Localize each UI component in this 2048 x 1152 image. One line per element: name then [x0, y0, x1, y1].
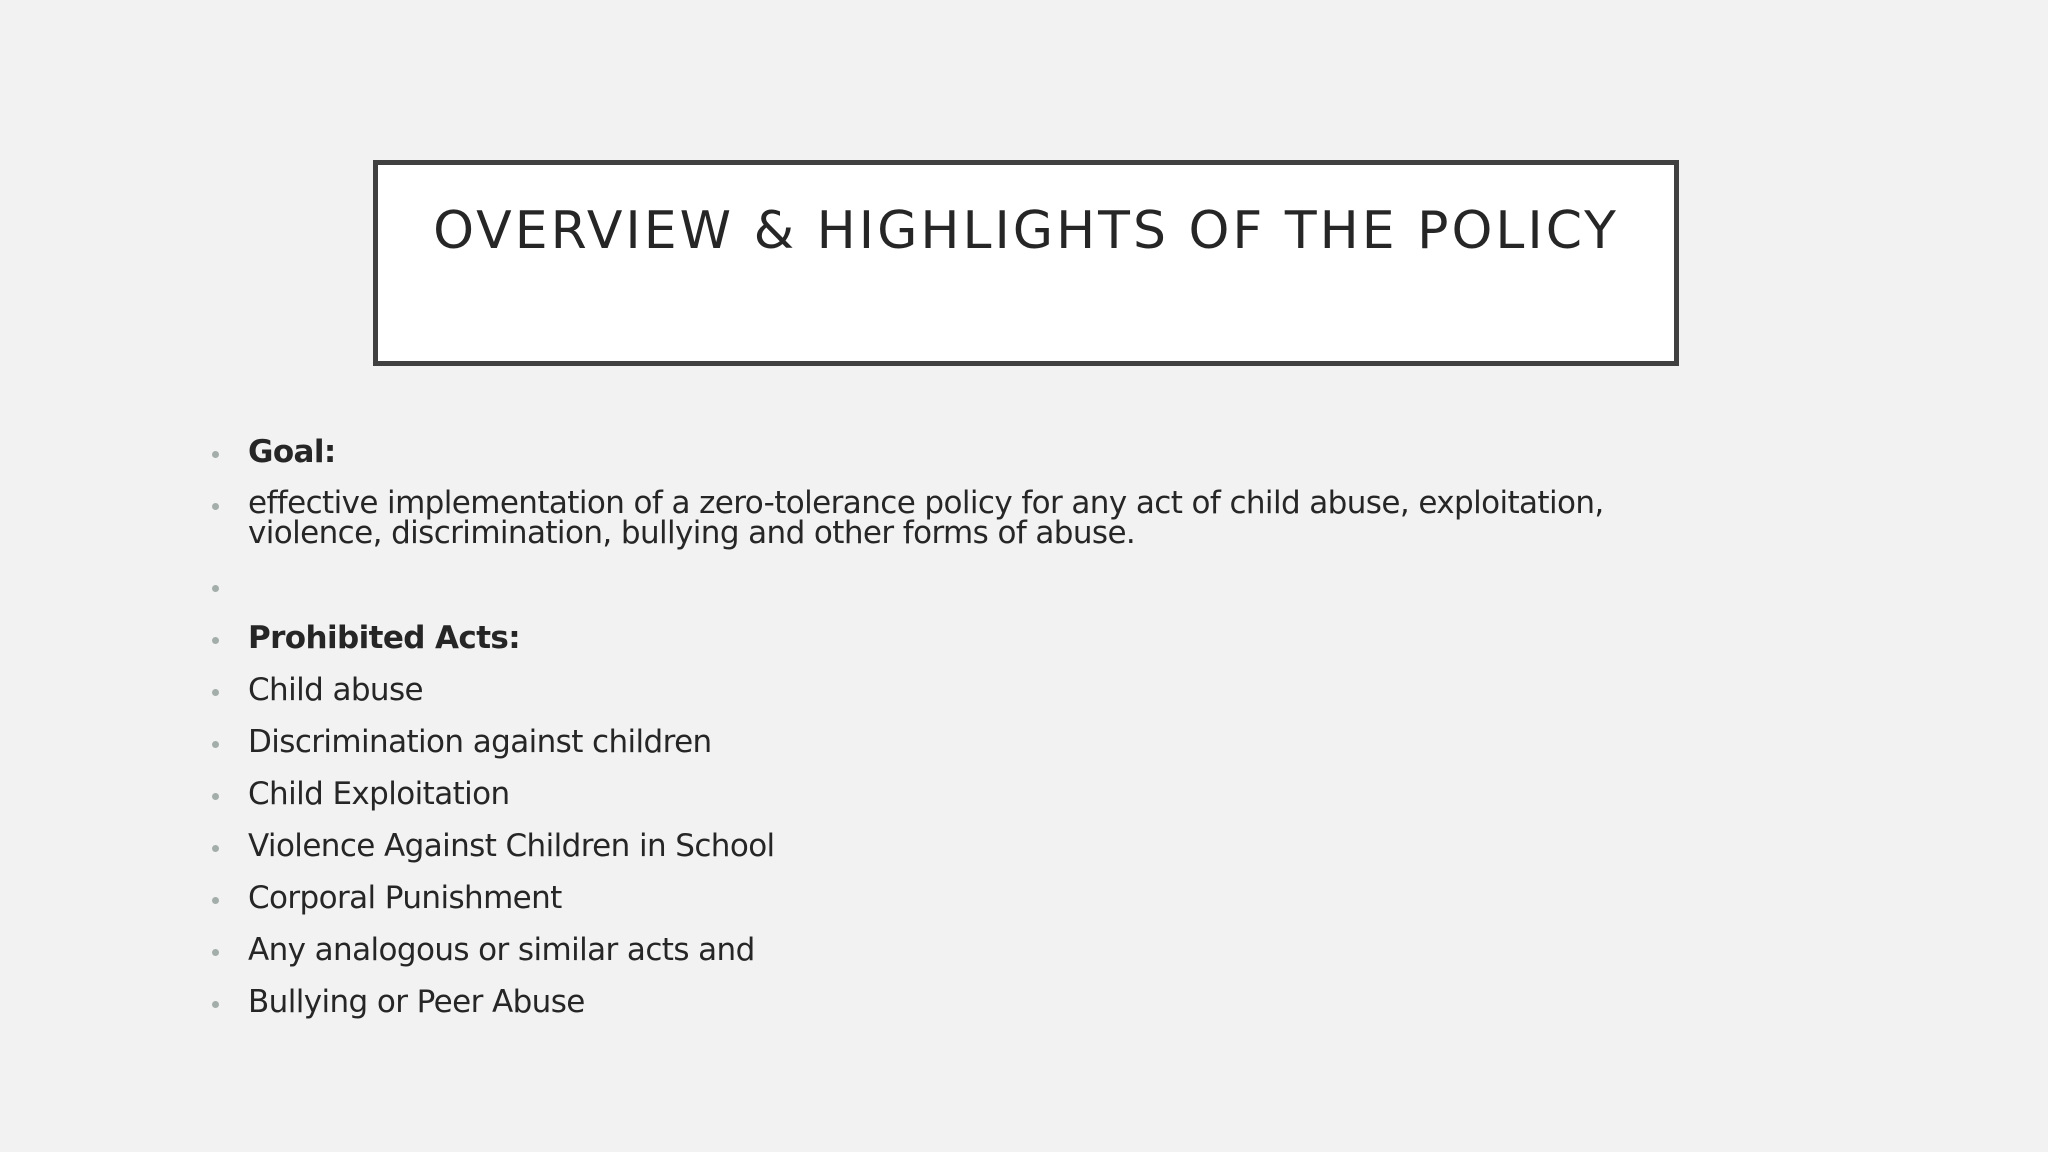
bullet-item-corporal-punishment [208, 882, 1708, 914]
bullet-item-violence [208, 830, 1708, 862]
bullet-item-bullying [208, 986, 1708, 1018]
bullet-item-prohibited-heading [208, 622, 1708, 654]
bullet-item-analogous-acts [208, 934, 1708, 966]
bullet-text: Prohibited Acts: [248, 620, 521, 656]
slide-title: OVERVIEW & HIGHLIGHTS OF THE POLICY [433, 201, 1619, 261]
bullet-dot-icon [212, 793, 219, 800]
bullet-item-child-abuse [208, 674, 1708, 706]
bullet-text: Corporal Punishment [248, 880, 562, 916]
bullet-item-goal-heading [208, 436, 1708, 468]
bullet-dot-icon [212, 451, 219, 458]
bullet-dot-icon [212, 949, 219, 956]
bullet-item-empty [208, 570, 1708, 602]
bullet-dot-icon [212, 897, 219, 904]
title-box [373, 160, 1679, 366]
bullet-dot-icon [212, 1001, 219, 1008]
bullet-text: Any analogous or similar acts and [248, 932, 755, 968]
bullet-text: Child abuse [248, 672, 423, 708]
bullet-item-exploitation [208, 778, 1708, 810]
bullet-item-discrimination [208, 726, 1708, 758]
bullet-dot-icon [212, 637, 219, 644]
bullet-dot-icon [212, 689, 219, 696]
bullet-list [208, 436, 1708, 1038]
bullet-text: Bullying or Peer Abuse [248, 984, 585, 1020]
bullet-text: Child Exploitation [248, 776, 510, 812]
bullet-text: effective implementation of a zero-tolerance policy for any act of child abuse, exploitation, violence, discrimination, bullying and other forms of abuse. [248, 485, 1604, 551]
bullet-text: Goal: [248, 434, 336, 470]
bullet-text: Violence Against Children in School [248, 828, 775, 864]
bullet-item-goal-description [208, 485, 1708, 551]
bullet-dot-icon [212, 741, 219, 748]
bullet-dot-icon [212, 845, 219, 852]
bullet-text: Discrimination against children [248, 724, 712, 760]
bullet-dot-icon [212, 503, 219, 510]
bullet-dot-icon [212, 585, 219, 592]
